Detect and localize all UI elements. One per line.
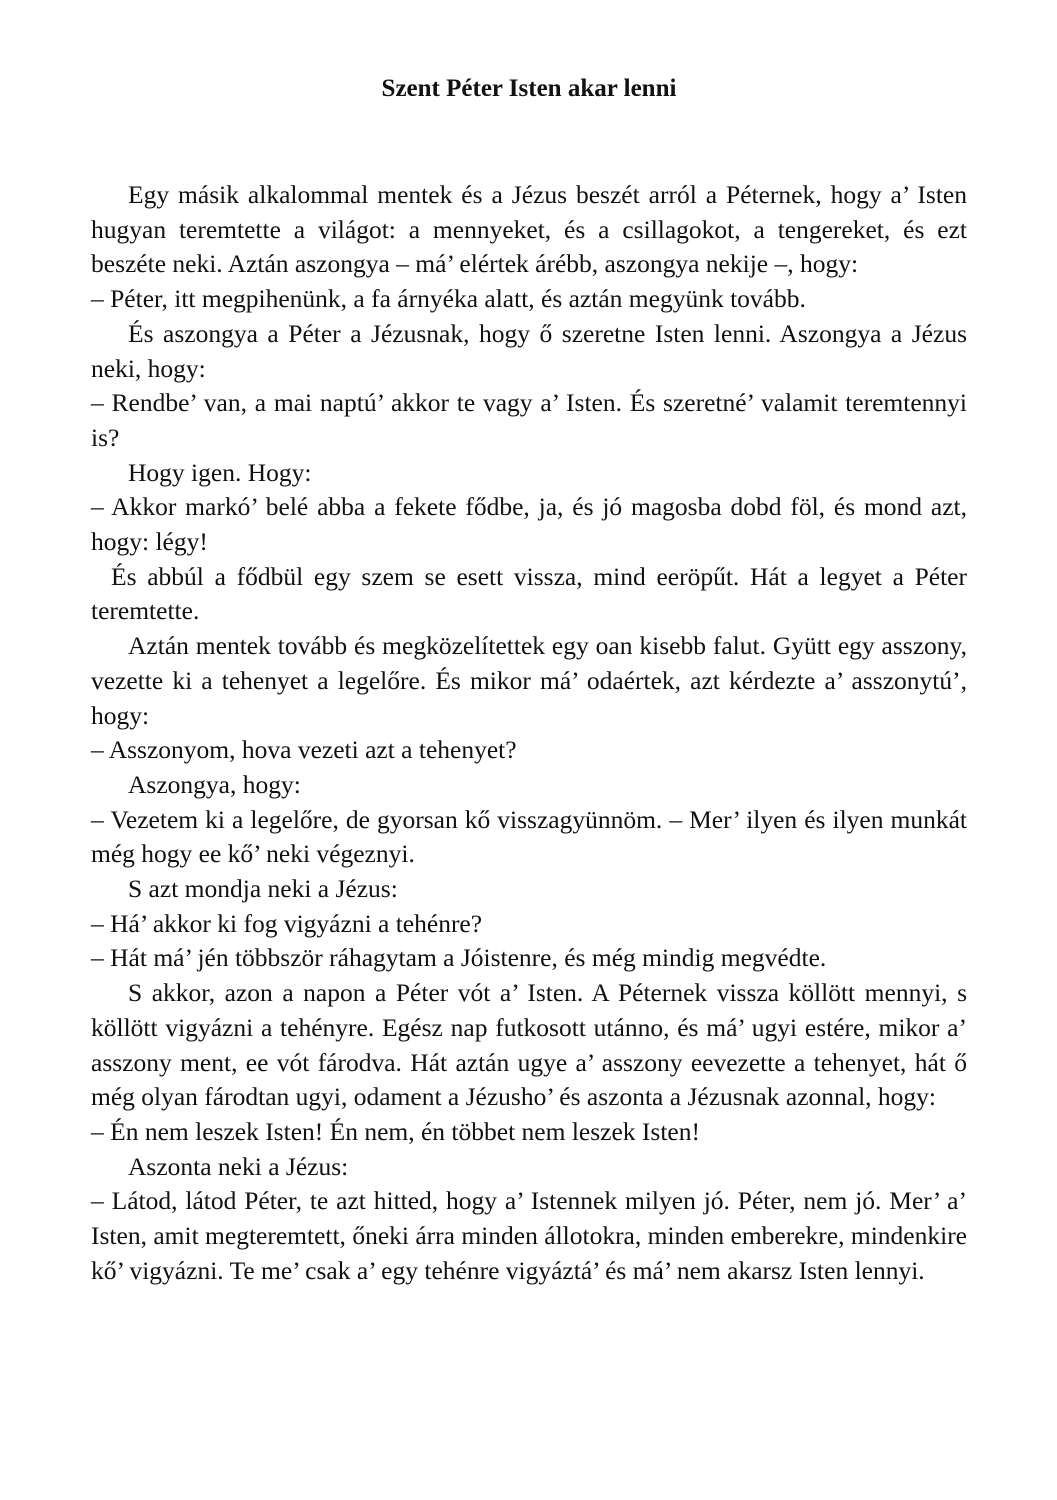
dialogue-line: – Látod, látod Péter, te azt hitted, hogy a’ Istennek milyen jó. Péter, nem jó. Mer’ a’ Isten, amit megteremtett, őneki árra minden állotokra, minden emberekre, mindenkire kő’ vigyázni. Te me’ csak a’ egy tehénre vigyáztá’ és má’ nem akarsz Isten lennyi. [91,1186,967,1285]
paragraph: És aszongya a Péter a Jézusnak, hogy ő szeretne Isten lenni. Aszongya a Jézus neki, hogy: [91,318,967,383]
dialogue-line: – Rendbe’ van, a mai naptú’ akkor te vagy a’ Isten. És szeretné’ valamit teremtennyi is? [91,388,967,452]
dialogue-line: – Akkor markó’ belé abba a fekete fődbe, ja, és jó magosba dobd föl, és mond azt, hogy: légy! [91,492,967,557]
paragraph: Aszonta neki a Jézus: [128,1151,349,1181]
paragraph: Aztán mentek tovább és megközelítettek egy oan kisebb falut. Gyütt egy asszony, vezette ki a tehenyet a legelőre. És mikor má’ odaértek, azt kérdezte a’ asszonytú’, hogy: [91,631,967,730]
paragraph: S akkor, azon a napon a Péter vót a’ Isten. A Péternek vissza köllött mennyi, s köllött vigyázni a tehényre. Egész nap futkosott utánno, és má’ ugyi estére, mikor a’ asszony ment, ee vót fárodva. Hát aztán ugye a’ asszony eevezette a tehenyet, hát ő még olyan fárodtan ugyi, odament a Jézusho’ és aszonta a Jézusnak azonnal, hogy: [91,978,967,1112]
dialogue-line: – Asszonyom, hova vezeti azt a tehenyet? [91,735,517,765]
dialogue-line: – Há’ akkor ki fog vigyázni a tehénre? [91,908,483,938]
story-text [91,178,967,1289]
dialogue-line: – Hát má’ jén többször ráhagytam a Jóistenre, és még mindig megvédte. [91,943,827,973]
dialogue-line: – Péter, itt megpihenünk, a fa árnyéka alatt, és aztán megyünk tovább. [91,284,806,314]
dialogue-line: – Vezetem ki a legelőre, de gyorsan kő visszagyünnöm. – Mer’ ilyen és ilyen munkát még hogy ee kő’ neki végeznyi. [91,804,967,869]
dialogue-line: – Én nem leszek Isten! Én nem, én többet nem leszek Isten! [91,1116,700,1146]
paragraph: Hogy igen. Hogy: [128,457,312,487]
paragraph: Aszongya, hogy: [128,769,301,799]
page-title: Szent Péter Isten akar lenni [381,75,677,102]
paragraph: És abbúl a fődbül egy szem se esett vissza, mind eeröpűt. Hát a legyet a Péter teremtette. [91,561,967,626]
paragraph: Egy másik alkalommal mentek és a Jézus beszét arról a Péternek, hogy a’ Isten hugyan teremtette a világot: a mennyeket, és a csillagokot, a tengereket, és ezt beszéte neki. Aztán aszongya – má’ elértek árébb, aszongya nekije –, hogy: [91,180,967,279]
paragraph: S azt mondja neki a Jézus: [128,874,398,904]
